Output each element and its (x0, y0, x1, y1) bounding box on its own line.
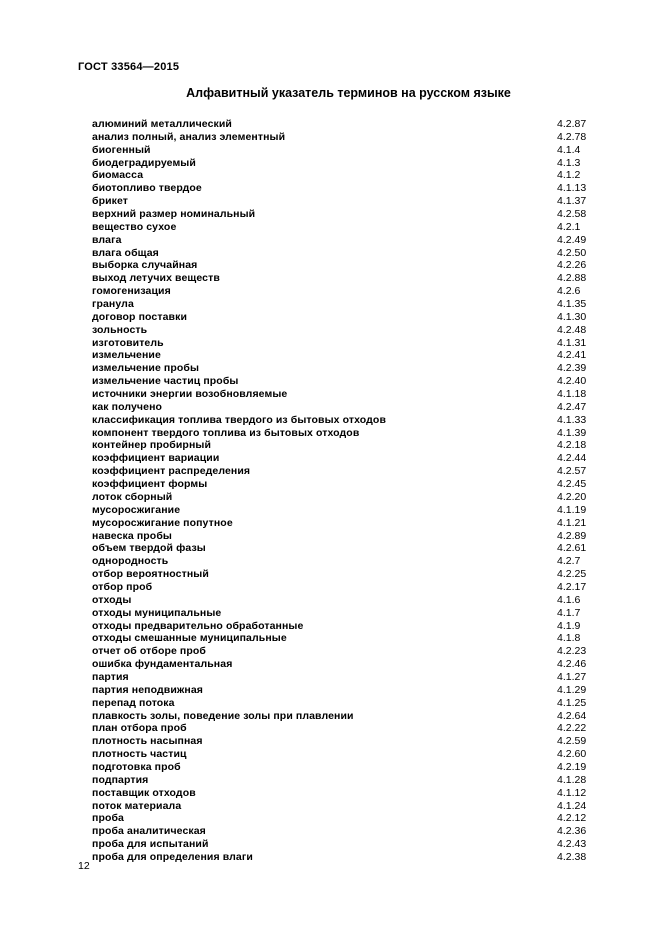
index-term: отходы (92, 593, 132, 606)
index-term: проба для определения влаги (92, 850, 253, 863)
index-term: зольность (92, 323, 148, 336)
index-term: план отбора проб (92, 722, 187, 735)
index-term: мусоросжигание (92, 503, 181, 516)
index-row (92, 349, 605, 362)
index-term: измельчение (92, 349, 161, 362)
index-ref: 4.2.61 (557, 542, 587, 555)
index-row (92, 620, 605, 633)
index-ref: 4.1.3 (557, 156, 581, 169)
index-term: перепад потока (92, 696, 175, 709)
index-term: отходы муниципальные (92, 606, 222, 619)
index-row (92, 581, 605, 594)
index-term: как получено (92, 400, 163, 413)
index-term: анализ полный, анализ элементный (92, 130, 286, 143)
index-ref: 4.1.21 (557, 516, 587, 529)
index-row (92, 735, 605, 748)
index-row (92, 247, 605, 260)
index-term: подпартия (92, 773, 149, 786)
index-ref: 4.2.36 (557, 825, 587, 838)
index-ref: 4.1.19 (557, 503, 587, 516)
index-ref: 4.1.2 (557, 169, 581, 182)
index-ref: 4.2.64 (557, 709, 587, 722)
index-ref: 4.1.7 (557, 606, 581, 619)
index-row (92, 851, 605, 864)
index-row (92, 774, 605, 787)
index-row (92, 234, 605, 247)
index-row (92, 530, 605, 543)
index-term: ошибка фундаментальная (92, 658, 233, 671)
index-row (92, 144, 605, 157)
index-ref: 4.2.57 (557, 465, 587, 478)
index-ref: 4.2.18 (557, 439, 587, 452)
index-ref: 4.1.29 (557, 683, 587, 696)
index-term: партия (92, 670, 129, 683)
index-row (92, 298, 605, 311)
index-ref: 4.1.39 (557, 426, 587, 439)
index-term: источники энергии возобновляемые (92, 388, 288, 401)
index-row (92, 169, 605, 182)
index-term: партия неподвижная (92, 683, 204, 696)
index-term: изготовитель (92, 336, 164, 349)
index-ref: 4.2.17 (557, 580, 587, 593)
index-term: договор поставки (92, 310, 187, 323)
index-term: отходы смешанные муниципальные (92, 632, 287, 645)
page-number: 12 (78, 860, 90, 872)
index-ref: 4.1.12 (557, 786, 587, 799)
index-row (92, 182, 605, 195)
index-row (92, 555, 605, 568)
index-ref: 4.2.44 (557, 452, 587, 465)
index-term: подготовка проб (92, 760, 181, 773)
index-row (92, 491, 605, 504)
index-ref: 4.1.28 (557, 773, 587, 786)
index-term: биодеградируемый (92, 156, 196, 169)
index-row (92, 465, 605, 478)
index-term: однородность (92, 555, 169, 568)
index-row (92, 118, 605, 131)
index-ref: 4.2.26 (557, 259, 587, 272)
index-ref: 4.2.48 (557, 323, 587, 336)
index-term: отбор проб (92, 580, 153, 593)
index-ref: 4.2.87 (557, 118, 587, 130)
index-row (92, 131, 605, 144)
index-row (92, 439, 605, 452)
index-row (92, 748, 605, 761)
index-term: алюминий металлический (92, 118, 232, 130)
index-term: брикет (92, 195, 129, 208)
index-ref: 4.2.22 (557, 722, 587, 735)
index-term: навеска пробы (92, 529, 172, 542)
index-term: влага (92, 233, 122, 246)
index-term: плотность насыпная (92, 735, 203, 748)
index-term: биомасса (92, 169, 144, 182)
index-row (92, 195, 605, 208)
index-row (92, 375, 605, 388)
index-row (92, 324, 605, 337)
index-term: компонент твердого топлива из бытовых отходов (92, 426, 360, 439)
index-row (92, 362, 605, 375)
index-ref: 4.1.25 (557, 696, 587, 709)
index-row (92, 272, 605, 285)
index-ref: 4.2.25 (557, 568, 587, 581)
index-ref: 4.1.35 (557, 298, 587, 311)
index-ref: 4.2.45 (557, 478, 587, 491)
index-ref: 4.2.50 (557, 246, 587, 259)
index-row (92, 684, 605, 697)
index-ref: 4.1.33 (557, 413, 587, 426)
index-ref: 4.1.27 (557, 670, 587, 683)
index-term: объем твердой фазы (92, 542, 206, 555)
index-ref: 4.1.37 (557, 195, 587, 208)
index-row (92, 414, 605, 427)
index-term: верхний размер номинальный (92, 208, 256, 221)
index-term: классификация топлива твердого из бытовых отходов (92, 413, 386, 426)
index-term: плавкость золы, поведение золы при плавлении (92, 709, 354, 722)
index-term: влага общая (92, 246, 159, 259)
index-ref: 4.2.41 (557, 349, 587, 362)
index-term: биогенный (92, 143, 151, 156)
index-ref: 4.2.43 (557, 838, 587, 851)
index-row (92, 504, 605, 517)
index-term: коэффициент формы (92, 478, 208, 491)
index-row (92, 208, 605, 221)
index-ref: 4.2.59 (557, 735, 587, 748)
index-ref: 4.2.12 (557, 812, 587, 825)
index-term: гомогенизация (92, 285, 171, 298)
index-ref: 4.2.40 (557, 375, 587, 388)
index-row (92, 337, 605, 350)
index-term: проба аналитическая (92, 825, 206, 838)
index-row (92, 285, 605, 298)
index-term: контейнер пробирный (92, 439, 212, 452)
index-ref: 4.1.18 (557, 388, 587, 401)
index-term: вещество сухое (92, 220, 177, 233)
index-row (92, 838, 605, 851)
page-title: Алфавитный указатель терминов на русском языке (186, 86, 511, 100)
index-ref: 4.2.1 (557, 220, 581, 233)
index-term: мусоросжигание попутное (92, 516, 233, 529)
index-term: поток материала (92, 799, 182, 812)
index-ref: 4.1.8 (557, 632, 581, 645)
index-term: измельчение частиц пробы (92, 375, 239, 388)
index-term: плотность частиц (92, 748, 187, 761)
index-row (92, 658, 605, 671)
index-row (92, 259, 605, 272)
index-row (92, 478, 605, 491)
index-ref: 4.2.47 (557, 400, 587, 413)
index-row (92, 311, 605, 324)
index-row (92, 787, 605, 800)
index-ref: 4.2.23 (557, 645, 587, 658)
index-ref: 4.2.39 (557, 362, 587, 375)
index-ref: 4.1.13 (557, 182, 587, 195)
index-term: отходы предварительно обработанные (92, 619, 304, 632)
index-ref: 4.2.58 (557, 208, 587, 221)
index-ref: 4.1.30 (557, 310, 587, 323)
document-standard-number: ГОСТ 33564—2015 (78, 61, 180, 73)
index-ref: 4.2.6 (557, 285, 581, 298)
index-ref: 4.2.89 (557, 529, 587, 542)
index-ref: 4.2.60 (557, 748, 587, 761)
index-term: выборка случайная (92, 259, 198, 272)
index-row (92, 427, 605, 440)
index-row (92, 401, 605, 414)
index-row (92, 645, 605, 658)
index-row (92, 452, 605, 465)
index-term: лоток сборный (92, 490, 173, 503)
index-term: проба для испытаний (92, 838, 209, 851)
index-row (92, 542, 605, 555)
index-ref: 4.2.88 (557, 272, 587, 285)
index-row (92, 697, 605, 710)
index-row (92, 710, 605, 723)
index-term: измельчение пробы (92, 362, 200, 375)
index-ref: 4.1.24 (557, 799, 587, 812)
index-row (92, 812, 605, 825)
index-ref: 4.1.31 (557, 336, 587, 349)
index-row (92, 761, 605, 774)
index-term: поставщик отходов (92, 786, 196, 799)
index-term: проба (92, 812, 124, 825)
index-row (92, 825, 605, 838)
index-ref: 4.2.49 (557, 233, 587, 246)
index-ref: 4.2.78 (557, 130, 587, 143)
index-ref: 4.2.7 (557, 555, 581, 568)
index-term: выход летучих веществ (92, 272, 220, 285)
index-ref: 4.2.19 (557, 760, 587, 773)
index-row (92, 388, 605, 401)
index-ref: 4.1.9 (557, 619, 581, 632)
index-term: отбор вероятностный (92, 568, 209, 581)
index-term: гранула (92, 298, 134, 311)
index-ref: 4.2.46 (557, 658, 587, 671)
index-row (92, 594, 605, 607)
index-row (92, 800, 605, 813)
index-row (92, 568, 605, 581)
index-row (92, 671, 605, 684)
index-ref: 4.2.38 (557, 850, 587, 863)
index-ref: 4.1.4 (557, 143, 581, 156)
index-ref: 4.1.6 (557, 593, 581, 606)
index-term: коэффициент распределения (92, 465, 251, 478)
index-row (92, 517, 605, 530)
index-ref: 4.2.20 (557, 490, 587, 503)
index-term: коэффициент вариации (92, 452, 220, 465)
index-list (92, 118, 605, 864)
index-row (92, 157, 605, 170)
index-row (92, 722, 605, 735)
index-row (92, 221, 605, 234)
index-row (92, 632, 605, 645)
index-row (92, 607, 605, 620)
index-term: биотопливо твердое (92, 182, 202, 195)
index-term: отчет об отборе проб (92, 645, 206, 658)
